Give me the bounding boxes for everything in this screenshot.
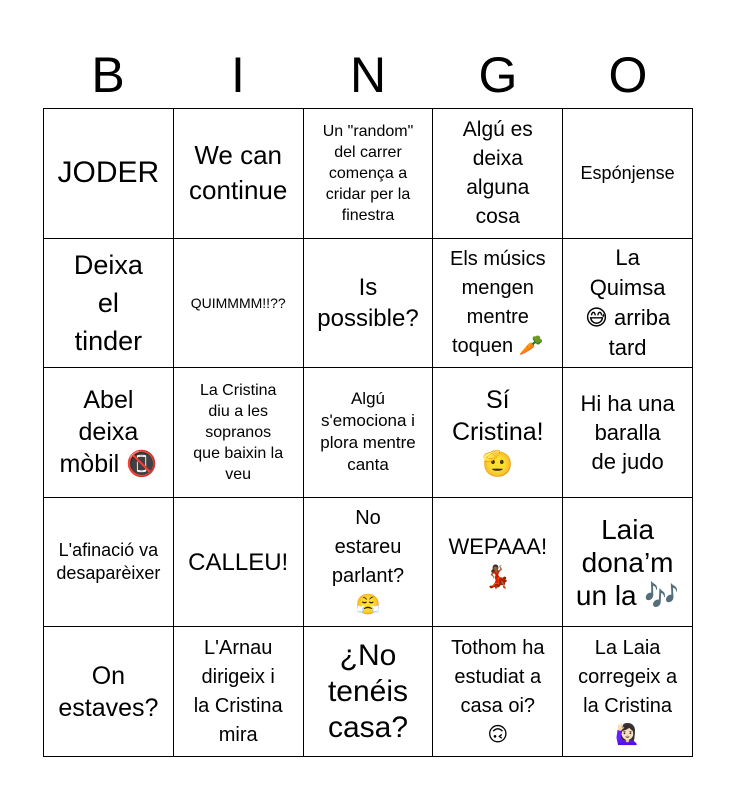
bingo-cell-r5c4[interactable]: Tothom ha estudiat a casa oi? 🙃 <box>433 627 563 757</box>
bingo-cell-r1c1[interactable]: JODER <box>44 109 174 239</box>
bingo-cell-r4c2[interactable]: CALLEU! <box>174 498 304 628</box>
bingo-cell-r5c2[interactable]: L'Arnau dirigeix i la Cristina mira <box>174 627 304 757</box>
bingo-cell-r4c5[interactable]: Laia dona’m un la 🎶 <box>563 498 693 628</box>
bingo-cell-r3c1[interactable]: Abel deixa mòbil 📵 <box>44 368 174 498</box>
bingo-cell-r2c1[interactable]: Deixa el tinder <box>44 239 174 369</box>
header-letter-o: O <box>608 47 648 103</box>
header-letter-g: G <box>478 47 518 103</box>
bingo-card <box>43 108 693 757</box>
bingo-cell-r5c5[interactable]: La Laia corregeix a la Cristina 🙋🏻‍♀️ <box>563 627 693 757</box>
bingo-cell-r2c5[interactable]: La Quimsa 😅 arriba tard <box>563 239 693 369</box>
bingo-header <box>43 44 693 106</box>
bingo-cell-r3c3[interactable]: Algú s'emociona i plora mentre canta <box>304 368 434 498</box>
bingo-cell-r2c2[interactable]: QUIMMMM!!?? <box>174 239 304 369</box>
bingo-cell-r4c1[interactable]: L'afinació va desaparèixer <box>44 498 174 628</box>
bingo-cell-r3c5[interactable]: Hi ha una baralla de judo <box>563 368 693 498</box>
bingo-cell-r1c4[interactable]: Algú es deixa alguna cosa <box>433 109 563 239</box>
bingo-cell-r1c3[interactable]: Un "random" del carrer comença a cridar per la finestra <box>304 109 434 239</box>
header-letter-n: N <box>349 47 387 103</box>
bingo-cell-r5c3[interactable]: ¿No tenéis casa? <box>304 627 434 757</box>
bingo-cell-r2c3[interactable]: Is possible? <box>304 239 434 369</box>
bingo-cell-r2c4[interactable]: Els músics mengen mentre toquen 🥕 <box>433 239 563 369</box>
bingo-cell-r1c2[interactable]: We can continue <box>174 109 304 239</box>
bingo-cell-r3c4[interactable]: Sí Cristina! 🫡 <box>433 368 563 498</box>
bingo-cell-r3c2[interactable]: La Cristina diu a les sopranos que baixin la veu <box>174 368 304 498</box>
header-letter-b: B <box>91 47 125 103</box>
bingo-cell-r4c3[interactable]: No estareu parlant? 😤 <box>304 498 434 628</box>
bingo-cell-r5c1[interactable]: On estaves? <box>44 627 174 757</box>
bingo-cell-r1c5[interactable]: Espónjense <box>563 109 693 239</box>
header-letter-i: I <box>231 47 245 103</box>
bingo-cell-r4c4[interactable]: WEPAAA! 💃🏾 <box>433 498 563 628</box>
